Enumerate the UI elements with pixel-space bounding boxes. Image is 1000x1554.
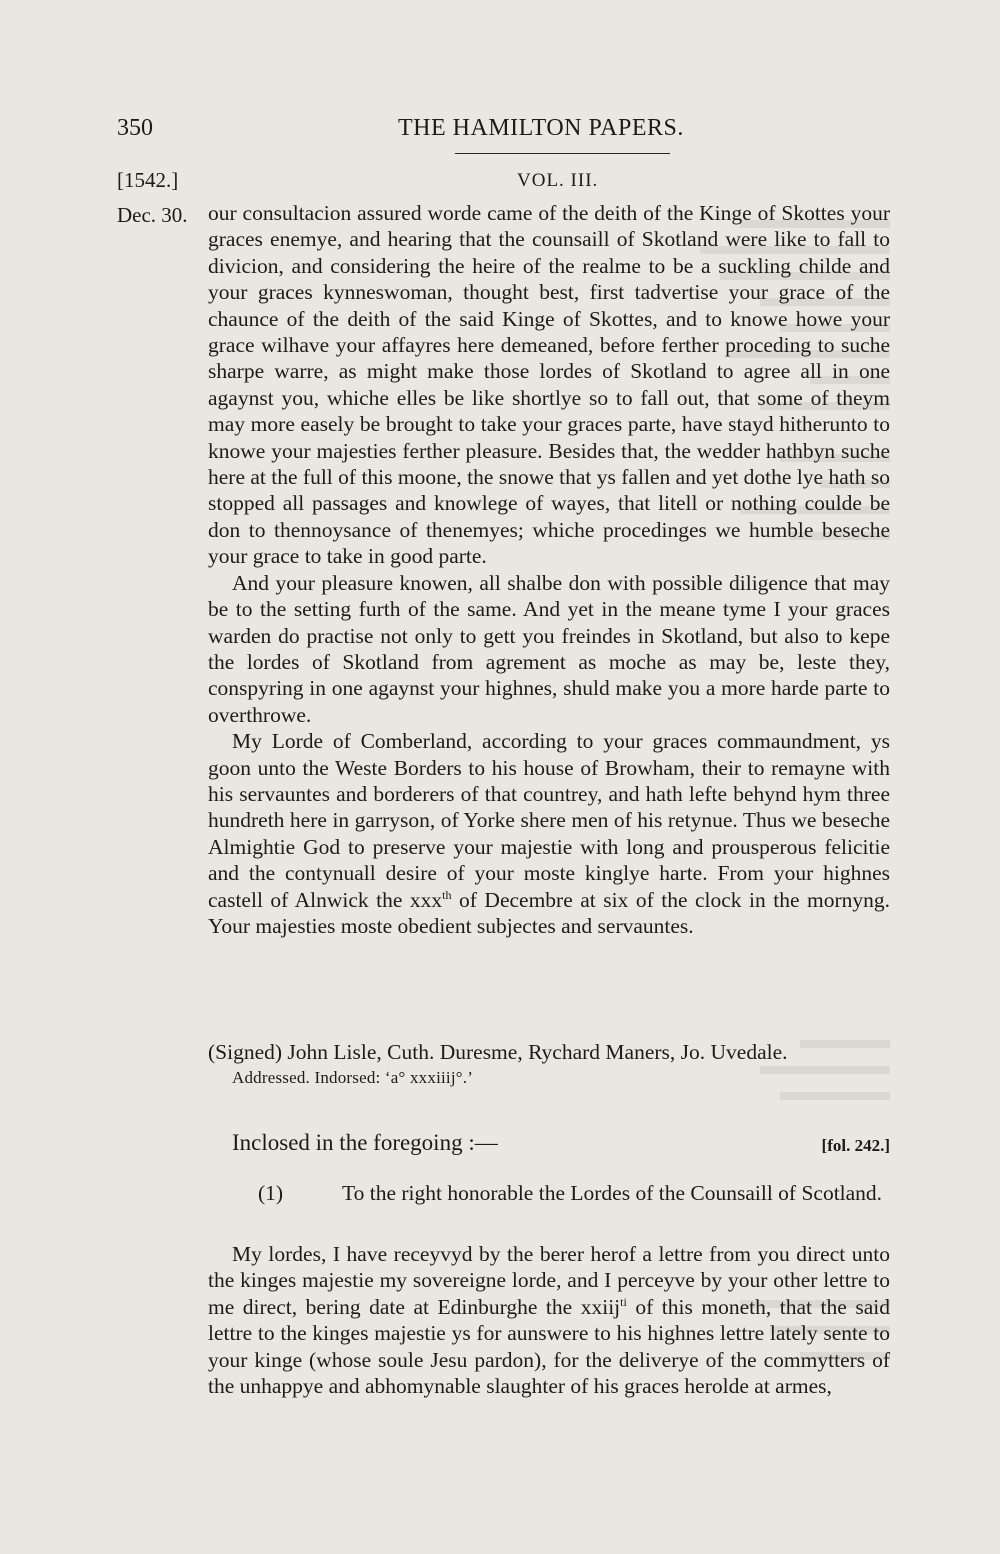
signature-block — [208, 1039, 890, 1065]
enclosure-body — [208, 1241, 890, 1399]
enclosure-text: My lordes, I have receyvyd by the berer herof a lettre from you direct unto the kinges majestie my sovereigne lorde, and I perceyve by your other lettre to me direct, bering date at Edinburghe the xxiij — [208, 1242, 890, 1319]
title-rule — [455, 153, 670, 154]
letter-paragraph: our consultacion assured worde came of the deith of the Kinge of Skottes your graces enemye, and hearing that the counsaill of Skotland were like to fall to divicion, and considering the heire of the realme to be a suckling childe and your graces kynneswoman, thought best, first tadvertise your grace of the chaunce of the deith of the said Kinge of Skottes, and to knowe howe your grace wilhave your affayres here demeaned, before ferther proceding to suche sharpe warre, as might make those lordes of Skotland to agree all in one agaynst you, whiche elles be like shortlye so to fall out, that some of theym may more easely be brought to take your graces parte, have stayd hitherunto to knowe your majesties ferther pleasure. Besides that, the wedder hathbyn suche here at the full of this moone, the snowe that ys fallen and yet dothe lye hath so stopped all passages and knowlege of wayes, that litell or nothing coulde be don to thennoysance of thenemyes; whiche procedinges we humble beseche your grace to take in good parte. — [208, 201, 890, 569]
date-superscript: th — [442, 887, 452, 902]
date-superscript: ti — [620, 1294, 627, 1309]
letter-paragraph — [208, 728, 890, 939]
endorsement-note: Addressed. Indorsed: ‘a° xxxiiij°.’ — [232, 1068, 474, 1087]
enclosure-item-title — [258, 1180, 890, 1206]
enclosure-paragraph — [208, 1241, 890, 1399]
letter-date-day: xxx — [409, 887, 443, 912]
page-number: 350 — [117, 115, 153, 141]
enclosure-heading: Inclosed in the foregoing :— — [232, 1130, 498, 1155]
item-number: (1) — [258, 1181, 284, 1205]
enclosure-text-continued: of this moneth, that the said lettre to the kinges majestie ys for aunswere to his highnes lettre lately sente to your kinge (whose soule Jesu pardon), for the deliverye of the commytters of the unhappye and abhomynable slaughter of his graces herolde at armes, — [208, 1294, 890, 1399]
letter-closing: of Decembre at six of the clock in the mornyng. Your majesties moste obedient subjectes and servauntes. — [208, 887, 891, 938]
item-title-text: To the right honorable the Lordes of the Counsaill of Scotland. — [342, 1181, 883, 1205]
folio-reference: [fol. 242.] — [821, 1136, 890, 1155]
letter-body — [208, 200, 890, 939]
letter-paragraph: And your pleasure knowen, all shalbe don with possible diligence that may be to the setting furth of the same. And yet in the meane tyme I your graces warden do practise not only to gett you freindes in Skotland, but also to kepe the lordes of Skotland from agrement as moche as may be, leste they, conspyring in one agaynst your highnes, shuld make you a more harde parte to overthrowe. — [208, 570, 890, 727]
volume-label: VOL. III. — [517, 170, 599, 191]
year-margin-note: [1542.] — [117, 168, 179, 192]
letter-paragraph-text: My Lorde of Comberland, according to your graces commaundment, ys goon unto the Weste Borders to his house of Browham, their to remayne with his servauntes and borderers of that countrey, and hath lefte behynd hym three hundreth here in garryson, of Yorke shere men of his retynue. Thus we beseche Almightie God to preserve your majestie with long and prousperous felicitie and the contynuall desire of your moste kinglye harte. From your highnes castell of Alnwick the — [208, 729, 890, 912]
letter-date: Dec. 30. — [117, 203, 188, 227]
running-title: THE HAMILTON PAPERS. — [398, 115, 684, 141]
signatories: (Signed) John Lisle, Cuth. Duresme, Rychard Maners, Jo. Uvedale. — [208, 1040, 788, 1064]
